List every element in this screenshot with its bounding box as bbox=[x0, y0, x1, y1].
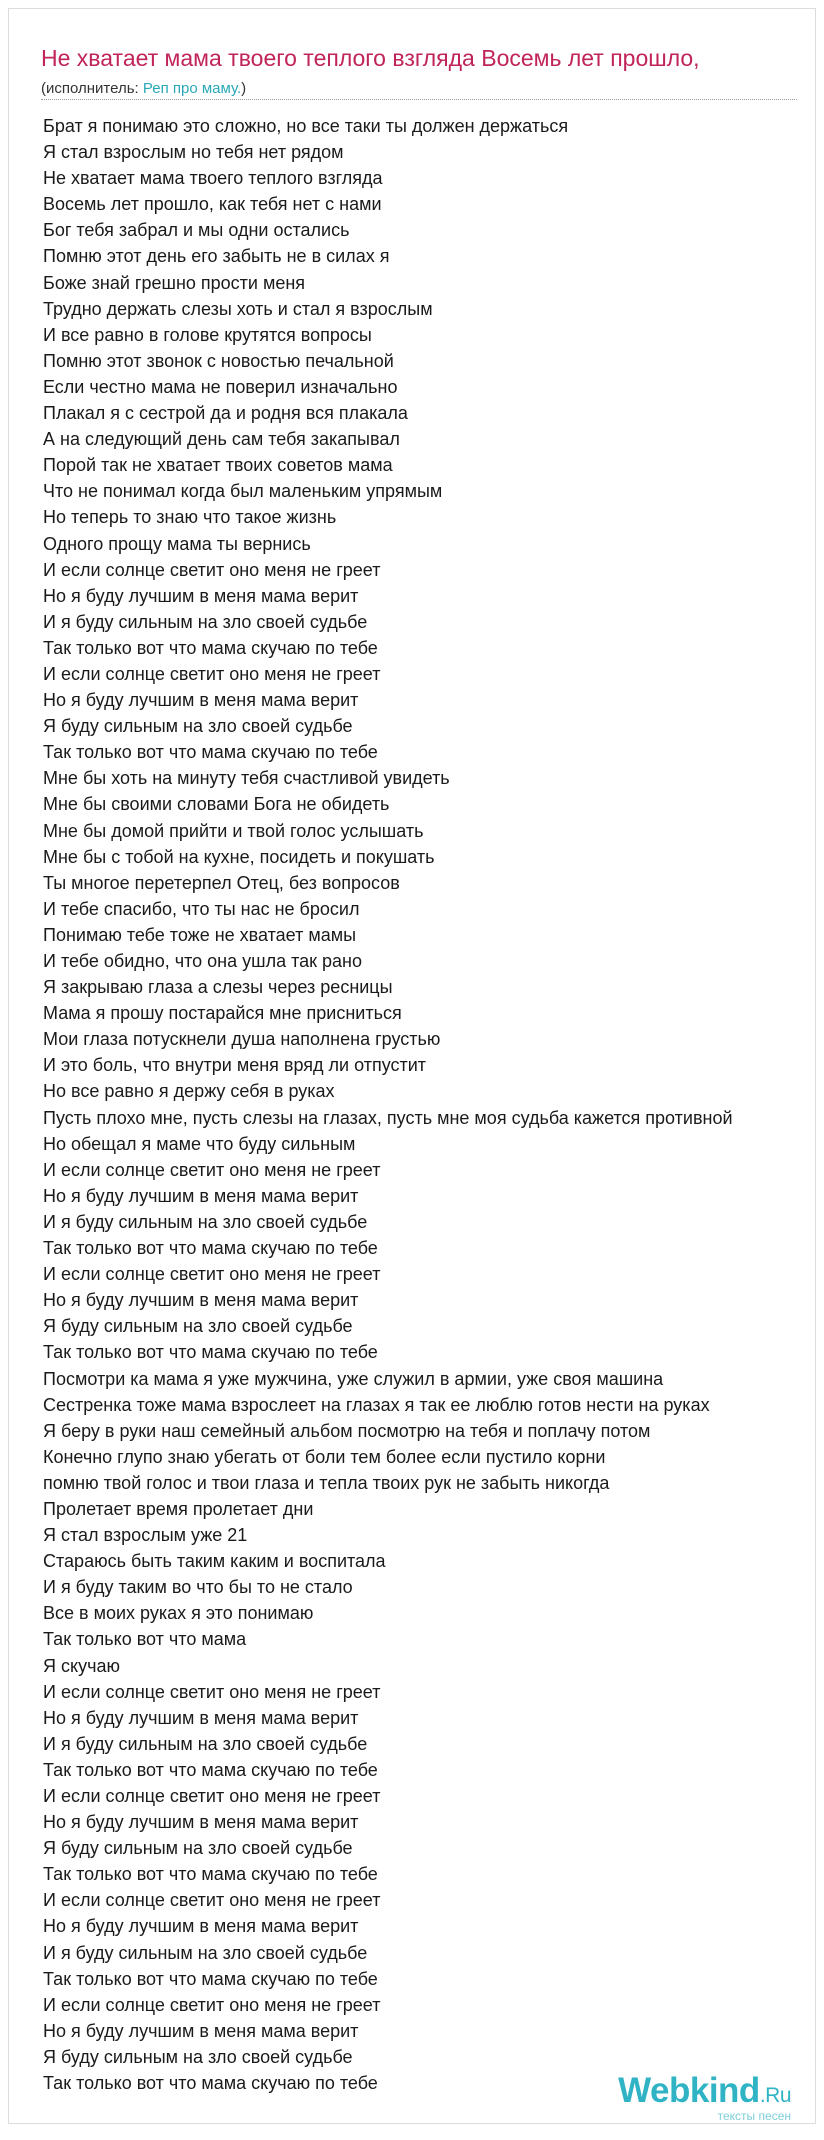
lyric-line: Мне бы хоть на минуту тебя счастливой увидеть bbox=[43, 768, 450, 789]
lyric-line: Трудно держать слезы хоть и стал я взрослым bbox=[43, 298, 433, 319]
lyric-line: И если солнце светит оно меня не греет bbox=[43, 1994, 381, 2015]
lyric-line: Пролетает время пролетает дни bbox=[43, 1498, 314, 1519]
lyric-line: Но я буду лучшим в меня мама верит bbox=[43, 1812, 359, 1833]
lyric-line: Так только вот что мама скучаю по тебе bbox=[43, 2073, 378, 2094]
lyric-line: Помню этот звонок с новостью печальной bbox=[43, 350, 394, 371]
lyric-line: Не хватает мама твоего теплого взгляда bbox=[43, 168, 383, 189]
lyric-line: И я буду сильным на зло своей судьбе bbox=[43, 1942, 368, 1963]
lyric-line: Мои глаза потускнели душа наполнена грустью bbox=[43, 1029, 441, 1050]
lyrics-list bbox=[43, 113, 733, 2096]
lyric-line: Помню этот день его забыть не в силах я bbox=[43, 246, 390, 267]
lyric-line: Я буду сильным на зло своей судьбе bbox=[43, 2046, 353, 2067]
lyric-line: Но теперь то знаю что такое жизнь bbox=[43, 507, 337, 528]
logo-tagline: тексты песен bbox=[717, 2109, 791, 2123]
lyric-line: Но я буду лучшим в меня мама верит bbox=[43, 585, 359, 606]
lyric-line: Но я буду лучшим в меня мама верит bbox=[43, 1707, 359, 1728]
lyric-line: Посмотри ка мама я уже мужчина, уже служил в армии, уже своя машина bbox=[43, 1368, 664, 1389]
lyric-line: Но я буду лучшим в меня мама верит bbox=[43, 690, 359, 711]
performer-link[interactable]: Реп про маму. bbox=[142, 80, 242, 97]
logo-tld: .Ru bbox=[759, 2084, 791, 2107]
lyric-line: Я стал взрослым уже 21 bbox=[43, 1525, 248, 1546]
lyric-line: Я закрываю глаза а слезы через ресницы bbox=[43, 977, 393, 998]
performer-suffix: ) bbox=[241, 80, 247, 97]
lyric-line: Что не понимал когда был маленьким упрямым bbox=[43, 481, 443, 502]
lyric-line: Так только вот что мама bbox=[43, 1629, 247, 1650]
lyric-line: Боже знай грешно прости меня bbox=[43, 272, 306, 293]
lyric-line: Но я буду лучшим в меня мама верит bbox=[43, 1916, 359, 1937]
lyric-line: И тебе спасибо, что ты нас не бросил bbox=[43, 898, 360, 919]
lyric-line: Понимаю тебе тоже не хватает мамы bbox=[43, 924, 357, 945]
lyric-line: Все в моих руках я это понимаю bbox=[43, 1603, 314, 1624]
lyric-line: Так только вот что мама скучаю по тебе bbox=[43, 742, 378, 763]
lyric-line: Так только вот что мама скучаю по тебе bbox=[43, 1238, 378, 1259]
site-logo[interactable] bbox=[618, 2073, 791, 2122]
lyric-line: Конечно глупо знаю убегать от боли тем более если пустило корни bbox=[43, 1446, 606, 1467]
lyric-line: Но я буду лучшим в меня мама верит bbox=[43, 1185, 359, 1206]
lyric-line: И если солнце светит оно меня не греет bbox=[43, 1264, 381, 1285]
lyric-line: Ты многое перетерпел Отец, без вопросов bbox=[43, 872, 400, 893]
lyric-line: Мне бы с тобой на кухне, посидеть и покушать bbox=[43, 846, 435, 867]
song-title: Не хватает мама твоего теплого взгляда Восемь лет прошло, bbox=[41, 45, 700, 71]
lyric-line: И я буду сильным на зло своей судьбе bbox=[43, 611, 368, 632]
performer-line bbox=[41, 80, 246, 97]
lyric-line: Мне бы своими словами Бога не обидеть bbox=[43, 794, 390, 815]
lyric-line: Так только вот что мама скучаю по тебе bbox=[43, 637, 378, 658]
lyric-line: Я стал взрослым но тебя нет рядом bbox=[43, 142, 344, 163]
lyric-line: Но я буду лучшим в меня мама верит bbox=[43, 1290, 359, 1311]
lyric-line: И все равно в голове крутятся вопросы bbox=[43, 324, 372, 345]
lyric-line: И если солнце светит оно меня не греет bbox=[43, 559, 381, 580]
lyric-line: Я буду сильным на зло своей судьбе bbox=[43, 1316, 353, 1337]
lyric-line: Но все равно я держу себя в руках bbox=[43, 1081, 335, 1102]
dotted-divider bbox=[41, 99, 797, 100]
lyric-line: Так только вот что мама скучаю по тебе bbox=[43, 1864, 378, 1885]
lyric-line: Так только вот что мама скучаю по тебе bbox=[43, 1759, 378, 1780]
lyric-line: И если солнце светит оно меня не греет bbox=[43, 663, 381, 684]
lyric-line: Одного прощу мама ты вернись bbox=[43, 533, 311, 554]
lyric-line: И я буду таким во что бы то не стало bbox=[43, 1577, 353, 1598]
lyric-line: И я буду сильным на зло своей судьбе bbox=[43, 1733, 368, 1754]
lyric-line: Я буду сильным на зло своей судьбе bbox=[43, 716, 353, 737]
lyric-line: Если честно мама не поверил изначально bbox=[43, 376, 398, 397]
lyrics-page bbox=[8, 8, 816, 2124]
lyric-line: Я беру в руки наш семейный альбом посмотрю на тебя и поплачу потом bbox=[43, 1420, 651, 1441]
lyric-line: Стараюсь быть таким каким и воспитала bbox=[43, 1551, 386, 1572]
lyric-line: Мама я прошу постарайся мне присниться bbox=[43, 1003, 402, 1024]
lyric-line: Так только вот что мама скучаю по тебе bbox=[43, 1342, 378, 1363]
lyric-line: И тебе обидно, что она ушла так рано bbox=[43, 951, 362, 971]
lyric-line: Но я буду лучшим в меня мама верит bbox=[43, 2020, 359, 2041]
lyric-line: И если солнце светит оно меня не греет bbox=[43, 1681, 381, 1702]
lyric-line: Плакал я с сестрой да и родня вся плакала bbox=[43, 403, 408, 424]
lyric-line: помню твой голос и твои глаза и тепла твоих рук не забыть никогда bbox=[43, 1472, 610, 1493]
logo-name: Webkind bbox=[618, 2071, 760, 2110]
lyric-line: Я буду сильным на зло своей судьбе bbox=[43, 1838, 353, 1859]
lyric-line: Сестренка тоже мама взрослеет на глазах я так ее люблю готов нести на руках bbox=[43, 1394, 710, 1415]
lyric-line: Восемь лет прошло, как тебя нет с нами bbox=[43, 194, 382, 215]
lyric-line: И я буду сильным на зло своей судьбе bbox=[43, 1211, 368, 1232]
lyric-line: И если солнце светит оно меня не греет bbox=[43, 1786, 381, 1806]
lyric-line: Брат я понимаю это сложно, но все таки ты должен держаться bbox=[43, 116, 569, 136]
lyric-line: Так только вот что мама скучаю по тебе bbox=[43, 1968, 378, 1989]
lyric-line: Но обещал я маме что буду сильным bbox=[43, 1133, 356, 1154]
lyric-line: Бог тебя забрал и мы одни остались bbox=[43, 220, 350, 241]
lyric-line: И если солнце светит оно меня не греет bbox=[43, 1890, 381, 1911]
lyric-line: Пусть плохо мне, пусть слезы на глазах, пусть мне моя судьба кажется противной bbox=[43, 1107, 733, 1128]
lyric-line: Порой так не хватает твоих советов мама bbox=[43, 455, 393, 476]
lyric-line: И если солнце светит оно меня не греет bbox=[43, 1159, 381, 1180]
lyric-line: Я скучаю bbox=[43, 1655, 120, 1676]
lyric-line: А на следующий день сам тебя закапывал bbox=[43, 429, 400, 450]
lyric-line: И это боль, что внутри меня вряд ли отпустит bbox=[43, 1055, 427, 1076]
lyric-line: Мне бы домой прийти и твой голос услышать bbox=[43, 820, 424, 841]
logo-wordmark bbox=[618, 2073, 791, 2108]
performer-prefix: (исполнитель: bbox=[41, 80, 143, 97]
